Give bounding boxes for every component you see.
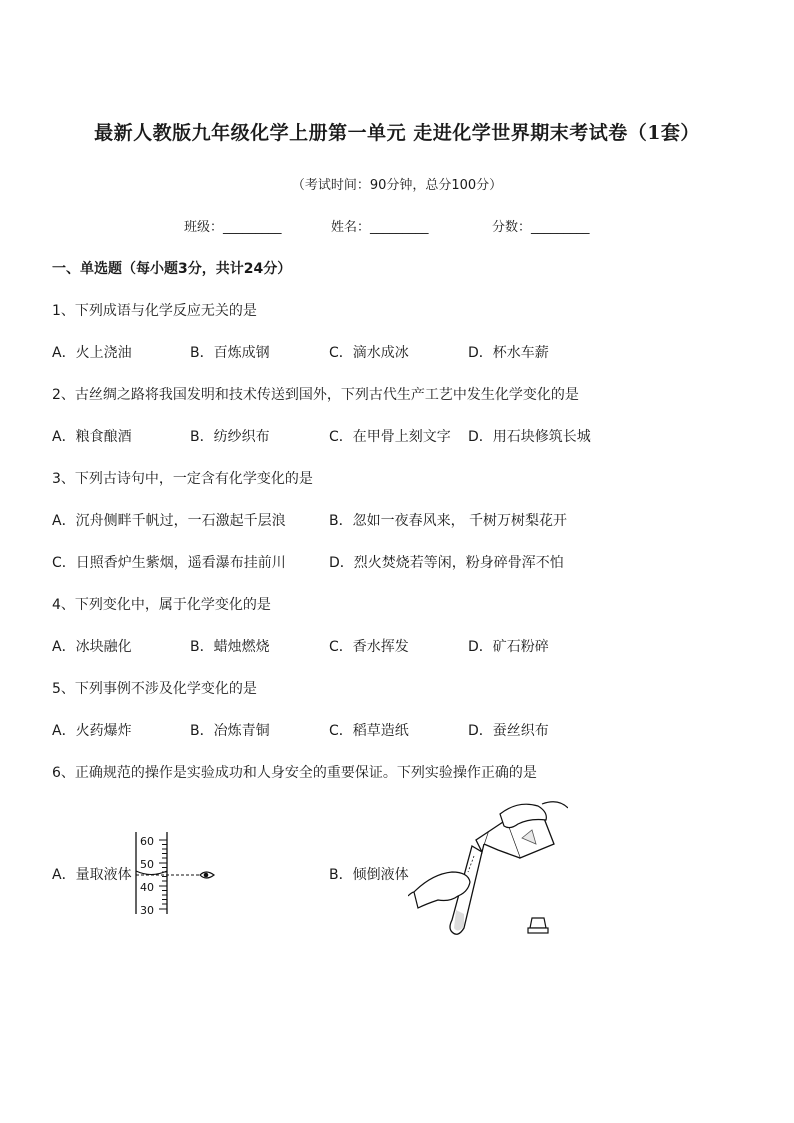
section-heading: 一、单选题（每小题3分，共计24分） <box>52 261 292 277</box>
option-b: B．倾倒液体 <box>329 867 409 883</box>
name-field: 姓名：_________ <box>331 220 429 235</box>
option-b: B．冶炼青铜 <box>190 723 270 739</box>
option-b: B．蜡烛燃烧 <box>190 639 270 655</box>
option-d: D．杯水车薪 <box>468 345 549 361</box>
bottle-stopper <box>528 918 548 933</box>
question-stem: 2、古丝绸之路将我国发明和技术传送到国外，下列古代生产工艺中发生化学变化的是 <box>52 387 579 403</box>
tick-label: 60 <box>140 835 154 848</box>
option-d: D．蚕丝织布 <box>468 723 549 739</box>
question-stem: 1、下列成语与化学反应无关的是 <box>52 303 257 319</box>
option-a: A．沉舟侧畔千帆过，一石激起千层浪 <box>52 513 286 529</box>
page-title: 最新人教版九年级化学上册第一单元 走进化学世界期末考试卷（1套） <box>94 122 700 144</box>
option-b: B．百炼成钢 <box>190 345 270 361</box>
option-b: B．纺纱织布 <box>190 429 270 445</box>
question-stem: 6、正确规范的操作是实验成功和人身安全的重要保证。下列实验操作正确的是 <box>52 765 537 781</box>
option-a: A．火药爆炸 <box>52 723 132 739</box>
option-c: C．稻草造纸 <box>329 723 409 739</box>
option-c: C．滴水成冰 <box>329 345 409 361</box>
tick-label: 50 <box>140 858 154 871</box>
graduated-cylinder-figure <box>130 828 225 918</box>
question-stem: 5、下列事例不涉及化学变化的是 <box>52 681 257 697</box>
option-c: C．香水挥发 <box>329 639 409 655</box>
question-stem: 3、下列古诗句中，一定含有化学变化的是 <box>52 471 313 487</box>
option-b: B．忽如一夜春风来， 千树万树梨花开 <box>329 513 568 529</box>
class-field: 班级：_________ <box>184 220 282 235</box>
option-d: D．矿石粉碎 <box>468 639 549 655</box>
option-d: D．烈火焚烧若等闲，粉身碎骨浑不怕 <box>329 555 564 571</box>
question-stem: 4、下列变化中，属于化学变化的是 <box>52 597 271 613</box>
option-a: A．量取液体 <box>52 867 132 883</box>
exam-info: （考试时间：90分钟，总分100分） <box>291 178 503 193</box>
option-a: A．火上浇油 <box>52 345 132 361</box>
option-a: A．粮食酿酒 <box>52 429 132 445</box>
option-a: A．冰块融化 <box>52 639 132 655</box>
tick-label: 40 <box>140 881 154 894</box>
option-c: C．在甲骨上刻文字 <box>329 429 451 445</box>
score-field: 分数：_________ <box>492 220 590 235</box>
tick-label: 30 <box>140 904 154 917</box>
pouring-liquid-figure <box>408 800 568 945</box>
option-c: C．日照香炉生紫烟，遥看瀑布挂前川 <box>52 555 286 571</box>
option-d: D．用石块修筑长城 <box>468 429 591 445</box>
